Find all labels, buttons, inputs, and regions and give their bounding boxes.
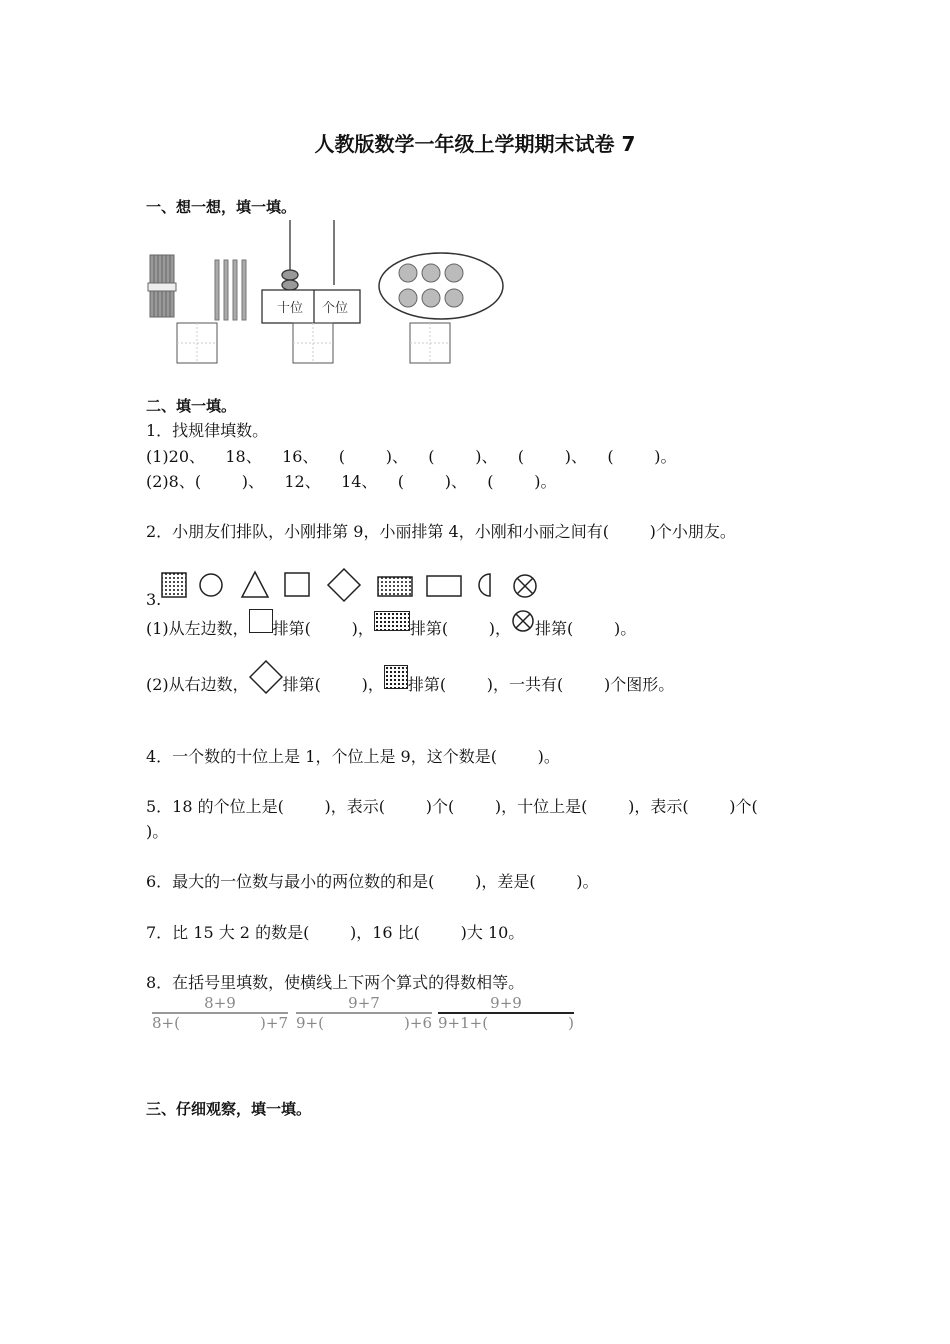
question-5: 5．18 的个位上是( )，表示( )个( )，十位上是( )，表示( )个(	[146, 797, 758, 816]
abacus-icon	[262, 220, 360, 323]
diamond-icon	[249, 660, 283, 694]
q3b-part1: 排第( )，	[282, 675, 384, 694]
svg-text:十位: 十位	[277, 301, 304, 316]
section-1-heading: 一、想一想，填一填。	[146, 198, 297, 216]
question-1b: (2)8、( )、 12、 14、 ( )、 ( )。	[146, 472, 557, 491]
q3a-part3: 排第( )。	[535, 619, 637, 638]
circle-icon	[200, 574, 222, 596]
question-3b	[146, 672, 674, 695]
crossed-circle-icon	[514, 575, 536, 597]
rectangle-icon	[427, 576, 461, 596]
fraction-1: 8+9 8+( )+7	[152, 994, 288, 1032]
diamond-icon	[328, 569, 360, 601]
question-3: 3.	[146, 590, 162, 609]
square-icon	[285, 573, 309, 596]
stick-bundle-icon	[148, 255, 176, 317]
q3a-prefix: (1)从左边数，	[146, 619, 249, 638]
question-7: 7．比 15 大 2 的数是( )，16 比( )大 10。	[146, 923, 525, 942]
triangle-icon	[242, 572, 268, 597]
section-3-heading: 三、仔细观察，填一填。	[146, 1100, 312, 1118]
fraction-3: 9+9 9+1+( )	[438, 994, 574, 1032]
question-1: 1．找规律填数。	[146, 421, 269, 440]
answer-boxes	[177, 323, 450, 363]
crossed-circle-icon	[511, 609, 535, 633]
page-title: 人教版数学一年级上学期期末试卷 7	[314, 132, 636, 156]
shape-row	[160, 568, 545, 604]
question-3a	[146, 616, 636, 639]
dotted-rectangle-icon	[378, 577, 412, 596]
question-6: 6．最大的一位数与最小的两位数的和是( )，差是( )。	[146, 872, 599, 891]
question-8: 8．在括号里填数，使横线上下两个算式的得数相等。	[146, 973, 525, 992]
dotted-rectangle-icon	[374, 611, 410, 631]
dotted-square-icon	[384, 665, 408, 689]
place-value-figures	[140, 215, 520, 370]
q3a-part1: 排第( )，	[272, 619, 374, 638]
q3a-part2: 排第( )，	[409, 619, 512, 638]
section-2-heading: 二、填一填。	[146, 397, 237, 415]
square-icon	[249, 609, 273, 633]
question-2: 2．小朋友们排队，小刚排第 9，小丽排第 4，小刚和小丽之间有( )个小朋友。	[146, 522, 736, 541]
apples-icon	[379, 253, 503, 319]
single-sticks-icon	[215, 260, 246, 320]
q3b-part2: 排第( )，一共有( )个图形。	[407, 675, 675, 694]
dotted-square-icon	[162, 573, 186, 597]
svg-text:个位: 个位	[322, 301, 349, 316]
q3b-prefix: (2)从右边数，	[146, 675, 249, 694]
question-1a: (1)20、 18、 16、 ( )、 ( )、 ( )、 ( )。	[146, 447, 677, 466]
question-5-end: )。	[146, 822, 169, 841]
fraction-2: 9+7 9+( )+6	[296, 994, 432, 1032]
question-4: 4．一个数的十位上是 1，个位上是 9，这个数是( )。	[146, 747, 560, 766]
half-circle-icon	[479, 574, 490, 596]
